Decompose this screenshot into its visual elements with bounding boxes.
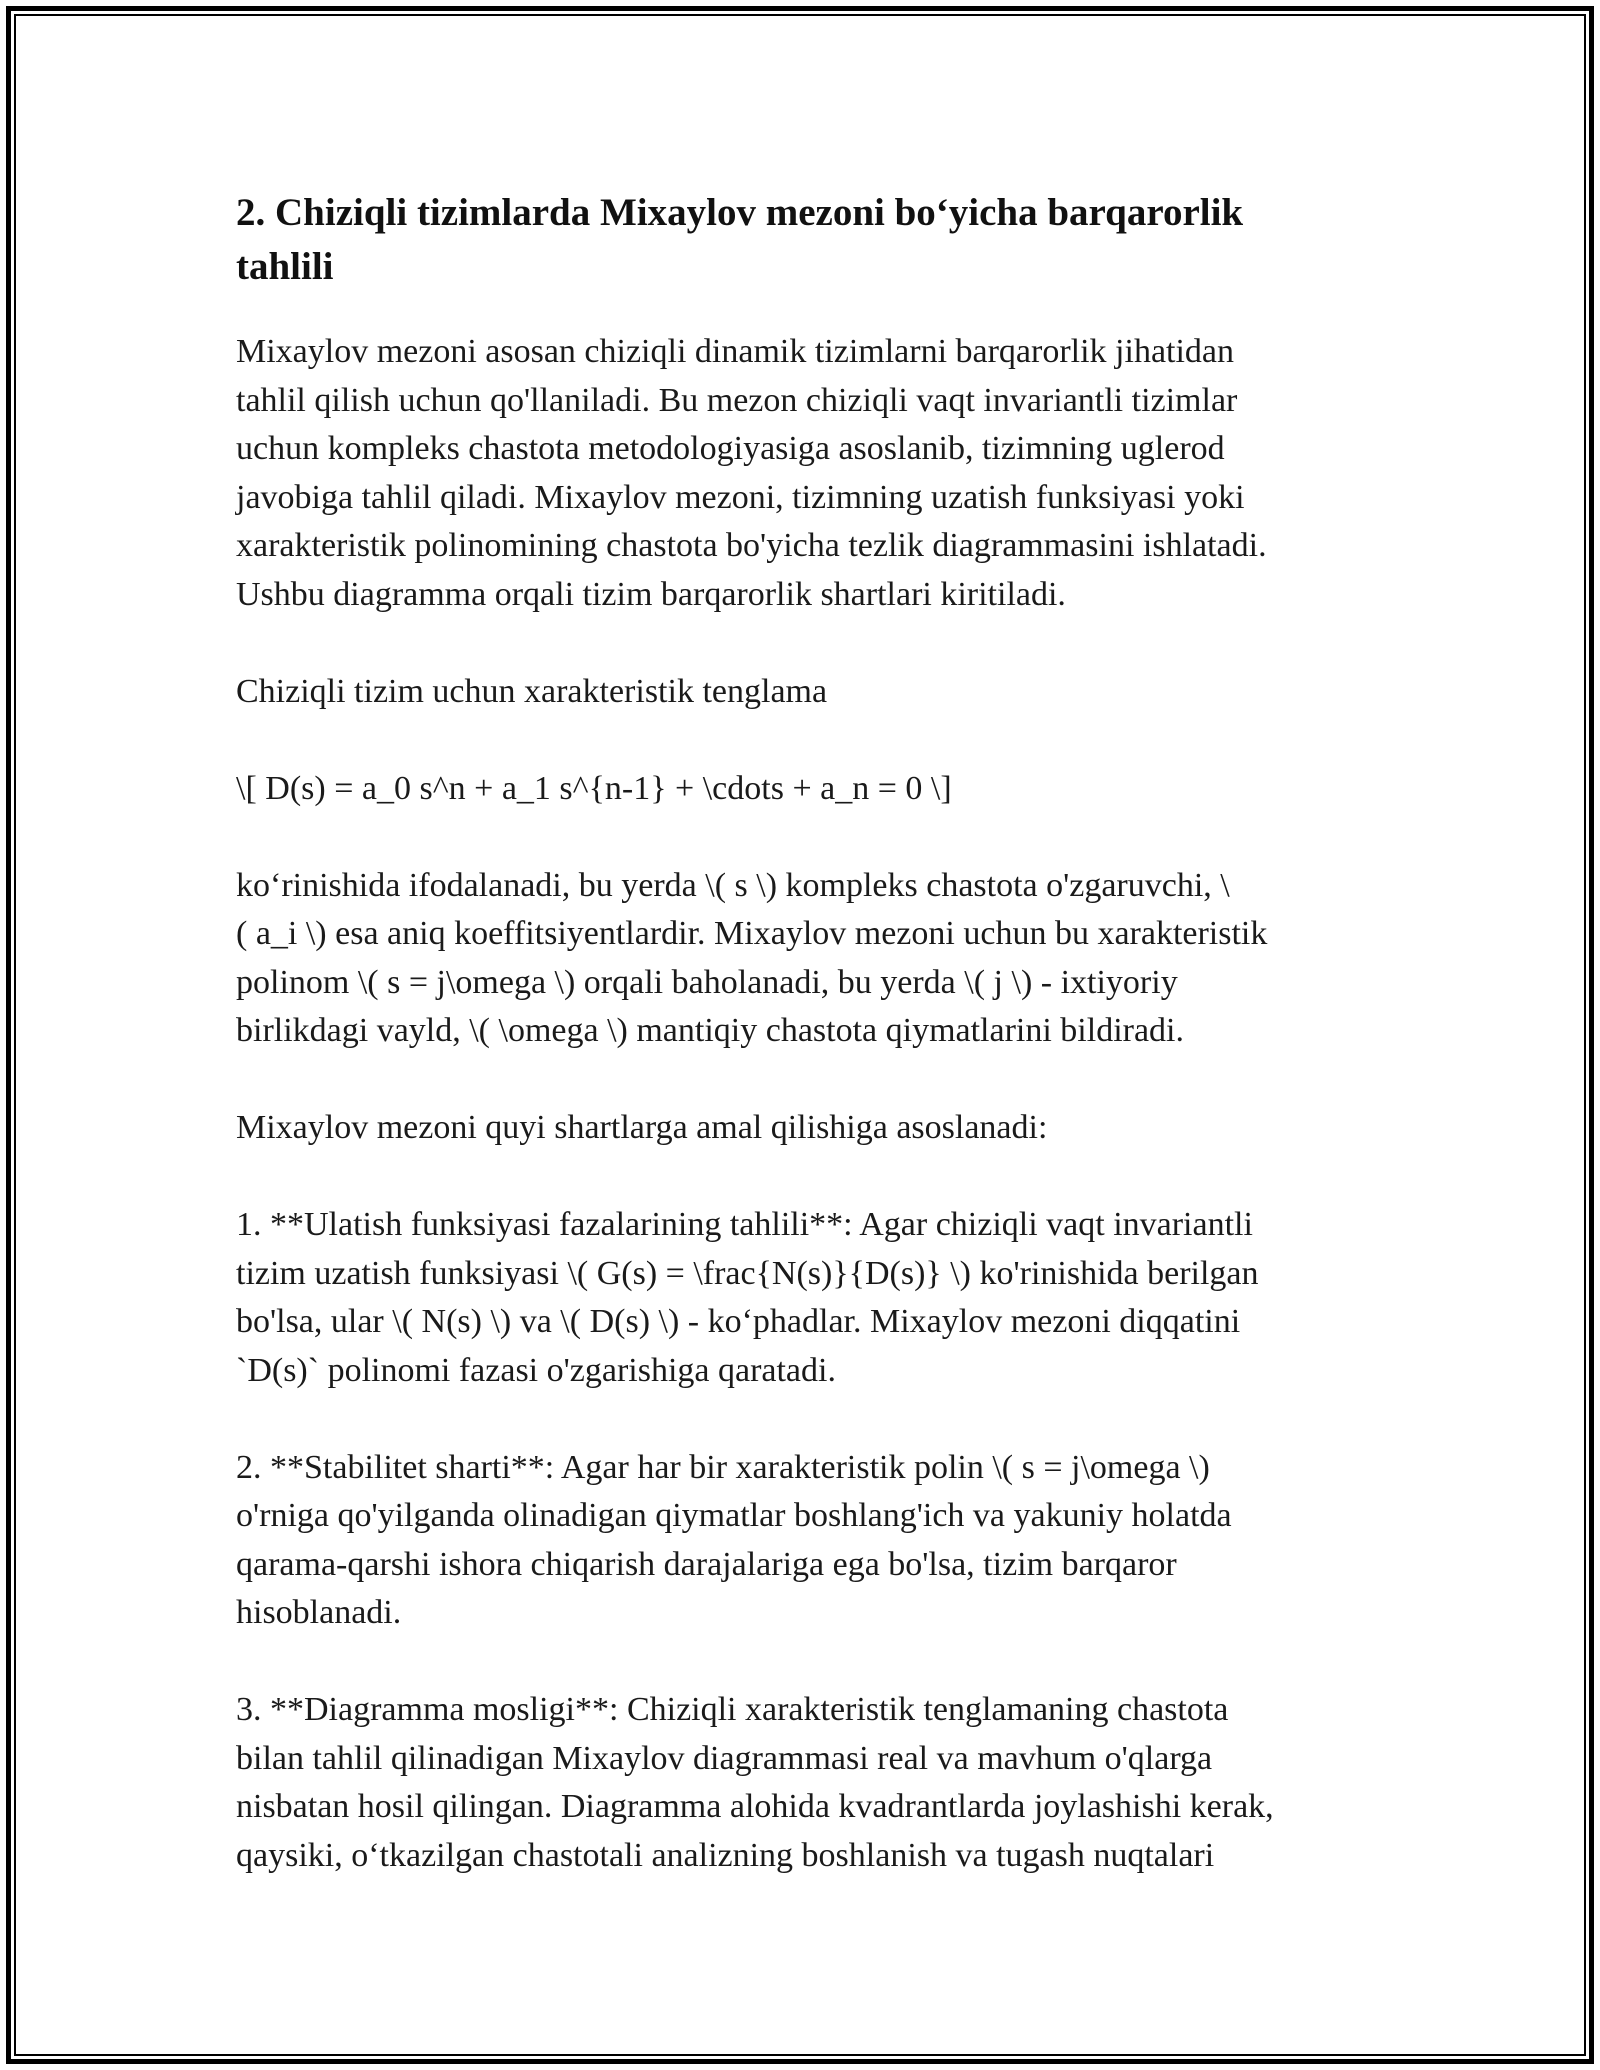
intro-paragraph	[236, 328, 1366, 619]
text-line: polinom \( s = j\omega \) orqali baholanadi, bu yerda \( j \) - ixtiyoriy	[236, 963, 1178, 1001]
list-item-2	[236, 1444, 1366, 1638]
conditions-intro	[236, 1104, 1366, 1153]
text-line: Chiziqli tizim uchun xarakteristik tenglama	[236, 672, 828, 710]
text-line: tizim uzatish funksiyasi \( G(s) = \frac{N(s)}{D(s)} \) ko'rinishida berilgan	[236, 1254, 1259, 1292]
paragraph-gap	[236, 1638, 1366, 1687]
list-item-1	[236, 1201, 1366, 1395]
text-line: qarama-qarshi ishora chiqarish darajalariga ega bo'lsa, tizim barqaror	[236, 1545, 1177, 1583]
text-line: javobiga tahlil qiladi. Mixaylov mezoni, tizimning uzatish funksiyasi yoki	[236, 478, 1245, 516]
paragraph-gap	[236, 1395, 1366, 1444]
text-line: 1. **Ulatish funksiyasi fazalarining tahlili**: Agar chiziqli vaqt invariantli	[236, 1206, 1253, 1243]
text-line: nisbatan hosil qilingan. Diagramma alohida kvadrantlarda joylashishi kerak,	[236, 1788, 1274, 1825]
text-line: Mixaylov mezoni asosan chiziqli dinamik tizimlarni barqarorlik jihatidan	[236, 333, 1235, 370]
text-line: ( a_i \) esa aniq koeffitsiyentlardir. Mixaylov mezoni uchun bu xarakteristik	[236, 915, 1268, 952]
text-line: xarakteristik polinomining chastota bo'yicha tezlik diagrammasini ishlatadi.	[236, 527, 1267, 564]
text-line: `D(s)` polinomi fazasi o'zgarishiga qaratadi.	[236, 1351, 836, 1389]
explanation-paragraph	[236, 862, 1366, 1056]
text-line: 2. **Stabilitet sharti**: Agar har bir xarakteristik polin \( s = j\omega \)	[236, 1448, 1210, 1486]
list-item-3	[236, 1686, 1366, 1880]
text-line: ko‘rinishida ifodalanadi, bu yerda \( s \) kompleks chastota o'zgaruvchi, \	[236, 866, 1230, 904]
heading-line: 2. Chiziqli tizimlarda Mixaylov mezoni bo‘yicha barqarorlik	[236, 191, 1244, 234]
paragraph-gap	[236, 1153, 1366, 1202]
text-line: bo'lsa, ular \( N(s) \) va \( D(s) \) - ko‘phadlar. Mixaylov mezoni diqqatini	[236, 1303, 1241, 1340]
text-line: uchun kompleks chastota metodologiyasiga asoslanib, tizimning uglerod	[236, 430, 1225, 467]
text-line: birlikdagi vayld, \( \omega \) mantiqiy chastota qiymatlarini bildiradi.	[236, 1012, 1184, 1049]
document-body	[236, 186, 1366, 1880]
text-line: Mixaylov mezoni quyi shartlarga amal qilishiga asoslanadi:	[236, 1109, 1048, 1146]
text-line: hisoblanadi.	[236, 1594, 402, 1631]
text-line: 3. **Diagramma mosligi**: Chiziqli xarakteristik tenglamaning chastota	[236, 1691, 1229, 1728]
equation-intro	[236, 668, 1366, 717]
heading-line: tahlili	[236, 245, 334, 288]
text-line: qaysiki, o‘tkazilgan chastotali analizning boshlanish va tugash nuqtalari	[236, 1836, 1215, 1874]
text-line: bilan tahlil qilinadigan Mixaylov diagrammasi real va mavhum o'qlarga	[236, 1739, 1213, 1777]
paragraph-gap	[236, 813, 1366, 862]
paragraph-gap	[236, 716, 1366, 765]
equation-text: \[ D(s) = a_0 s^n + a_1 s^{n-1} + \cdots + a_n = 0 \]	[236, 769, 952, 807]
paragraph-gap	[236, 619, 1366, 668]
text-line: Ushbu diagramma orqali tizim barqarorlik shartlari kiritiladi.	[236, 575, 1066, 613]
text-line: o'rniga qo'yilganda olinadigan qiymatlar boshlang'ich va yakuniy holatda	[236, 1497, 1232, 1534]
section-heading	[236, 186, 1366, 294]
text-line: tahlil qilish uchun qo'llaniladi. Bu mezon chiziqli vaqt invariantli tizimlar	[236, 381, 1238, 419]
equation	[236, 765, 1366, 814]
paragraph-gap	[236, 1056, 1366, 1105]
